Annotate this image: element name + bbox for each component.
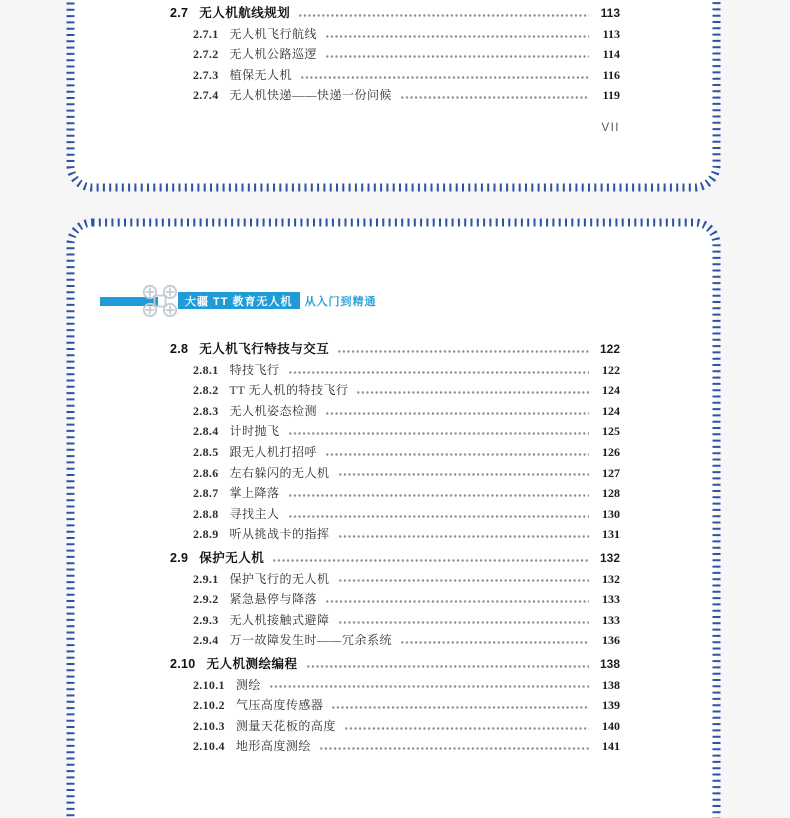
toc-entry-title: 特技飞行	[230, 360, 280, 381]
toc-entry-page: 119	[594, 85, 620, 106]
toc-entry-page: 131	[594, 524, 620, 545]
dot-leader	[288, 483, 589, 504]
toc-entry-title: 气压高度传感器	[236, 695, 324, 716]
toc-entry-number: 2.7.3	[193, 65, 219, 86]
toc-entry-number: 2.9	[170, 548, 188, 569]
toc-entry-title: 无人机航线规划	[199, 3, 290, 24]
toc-entry	[170, 339, 620, 360]
toc-entry-number: 2.8.8	[193, 504, 219, 525]
toc-entry-title: 保护飞行的无人机	[230, 569, 330, 590]
toc-entry	[170, 24, 620, 45]
toc-entry-page: 113	[594, 24, 620, 45]
toc-page-previous	[66, 0, 721, 192]
toc-entry-title: 左右躲闪的无人机	[230, 463, 330, 484]
toc-list-page2	[170, 336, 620, 757]
dot-leader	[288, 504, 589, 525]
toc-entry-page: 127	[594, 463, 620, 484]
toc-entry-page: 133	[594, 610, 620, 631]
toc-entry-page: 122	[594, 360, 620, 381]
dot-leader	[288, 360, 589, 381]
toc-entry	[170, 589, 620, 610]
toc-entry-number: 2.9.1	[193, 569, 219, 590]
toc-entry-title: 无人机公路巡逻	[230, 44, 318, 65]
toc-entry	[170, 630, 620, 651]
toc-entry	[170, 3, 620, 24]
dot-leader	[288, 421, 589, 442]
toc-entry	[170, 401, 620, 422]
toc-entry-title: 跟无人机打招呼	[230, 442, 318, 463]
dot-leader	[306, 654, 589, 675]
toc-entry-number: 2.8	[170, 339, 188, 360]
toc-entry	[170, 548, 620, 569]
toc-entry	[170, 65, 620, 86]
toc-entry-page: 128	[594, 483, 620, 504]
toc-entry	[170, 716, 620, 737]
dot-leader	[338, 524, 589, 545]
toc-entry-title: 听从挑战卡的指挥	[230, 524, 330, 545]
toc-entry	[170, 610, 620, 631]
dot-leader	[325, 24, 589, 45]
toc-entry-number: 2.8.6	[193, 463, 219, 484]
book-subtitle: 从入门到精通	[305, 293, 377, 309]
toc-list-page1	[170, 0, 620, 106]
toc-entry-number: 2.8.9	[193, 524, 219, 545]
toc-entry	[170, 442, 620, 463]
toc-entry	[170, 85, 620, 106]
toc-entry-number: 2.9.2	[193, 589, 219, 610]
toc-entry-number: 2.7.4	[193, 85, 219, 106]
toc-entry-page: 138	[594, 675, 620, 696]
toc-entry	[170, 421, 620, 442]
toc-entry-number: 2.10.4	[193, 736, 225, 757]
toc-entry-title: 测量天花板的高度	[236, 716, 336, 737]
toc-entry-title: 保护无人机	[199, 548, 264, 569]
dot-leader	[272, 548, 589, 569]
dot-leader	[325, 401, 589, 422]
dot-leader	[300, 65, 589, 86]
page-folio: VII	[601, 122, 620, 134]
toc-entry-number: 2.8.4	[193, 421, 219, 442]
toc-entry-number: 2.8.2	[193, 380, 219, 401]
dot-leader	[356, 380, 589, 401]
toc-entry-title: 测绘	[236, 675, 261, 696]
book-title-badge: 大疆 TT 教育无人机	[178, 292, 300, 309]
toc-entry-page: 140	[594, 716, 620, 737]
dot-leader	[338, 463, 589, 484]
toc-entry-page: 116	[594, 65, 620, 86]
dot-leader	[400, 630, 589, 651]
toc-entry-number: 2.7.1	[193, 24, 219, 45]
dot-leader	[400, 85, 589, 106]
toc-entry-page: 136	[594, 630, 620, 651]
toc-entry-page: 124	[594, 380, 620, 401]
toc-entry	[170, 654, 620, 675]
toc-entry	[170, 483, 620, 504]
toc-entry-page: 132	[594, 548, 620, 569]
toc-entry-title: 计时抛飞	[230, 421, 280, 442]
toc-entry-page: 138	[594, 654, 620, 675]
dot-leader	[344, 716, 589, 737]
toc-entry	[170, 44, 620, 65]
toc-entry-title: 万一故障发生时——冗余系统	[230, 630, 393, 651]
toc-entry-number: 2.10.2	[193, 695, 225, 716]
toc-entry-number: 2.10.1	[193, 675, 225, 696]
dot-leader	[337, 339, 589, 360]
toc-entry-title: 植保无人机	[230, 65, 293, 86]
toc-entry	[170, 360, 620, 381]
dot-leader	[325, 442, 589, 463]
toc-entry	[170, 695, 620, 716]
toc-entry	[170, 736, 620, 757]
toc-page-current	[66, 218, 721, 818]
toc-entry-page: 130	[594, 504, 620, 525]
dot-leader	[325, 44, 589, 65]
dot-leader	[269, 675, 589, 696]
toc-entry-number: 2.8.3	[193, 401, 219, 422]
toc-entry-page: 126	[594, 442, 620, 463]
dot-leader	[338, 610, 589, 631]
dot-leader	[331, 695, 589, 716]
toc-entry-page: 139	[594, 695, 620, 716]
toc-entry-number: 2.8.5	[193, 442, 219, 463]
toc-entry-title: 无人机测绘编程	[207, 654, 298, 675]
toc-entry-page: 113	[594, 3, 620, 24]
toc-entry-number: 2.10.3	[193, 716, 225, 737]
toc-entry-title: 地形高度测绘	[236, 736, 311, 757]
toc-entry-page: 133	[594, 589, 620, 610]
toc-entry-title: 无人机飞行航线	[230, 24, 318, 45]
toc-entry-number: 2.9.3	[193, 610, 219, 631]
toc-entry-title: 无人机快递——快递一份问候	[230, 85, 393, 106]
toc-entry-page: 125	[594, 421, 620, 442]
toc-entry-page: 124	[594, 401, 620, 422]
dot-leader	[338, 569, 589, 590]
toc-entry-number: 2.8.7	[193, 483, 219, 504]
toc-entry-title: 寻找主人	[230, 504, 280, 525]
dot-leader	[298, 3, 589, 24]
toc-entry	[170, 569, 620, 590]
toc-entry-number: 2.8.1	[193, 360, 219, 381]
toc-entry-title: 无人机姿态检测	[230, 401, 318, 422]
toc-entry-number: 2.10	[170, 654, 196, 675]
toc-entry-number: 2.7	[170, 3, 188, 24]
toc-entry	[170, 524, 620, 545]
toc-entry-title: TT 无人机的特技飞行	[230, 380, 349, 401]
toc-entry-title: 无人机接触式避障	[230, 610, 330, 631]
dot-leader	[325, 589, 589, 610]
toc-entry-title: 无人机飞行特技与交互	[199, 339, 329, 360]
toc-entry	[170, 380, 620, 401]
toc-entry-page: 114	[594, 44, 620, 65]
toc-entry-title: 掌上降落	[230, 483, 280, 504]
toc-entry-page: 122	[594, 339, 620, 360]
toc-entry-number: 2.9.4	[193, 630, 219, 651]
toc-entry-title: 紧急悬停与降落	[230, 589, 318, 610]
toc-entry	[170, 504, 620, 525]
drone-icon	[140, 282, 180, 320]
toc-entry-number: 2.7.2	[193, 44, 219, 65]
running-header	[66, 281, 721, 321]
toc-entry	[170, 463, 620, 484]
dot-leader	[319, 736, 589, 757]
toc-entry-page: 141	[594, 736, 620, 757]
toc-entry-page: 132	[594, 569, 620, 590]
toc-entry	[170, 675, 620, 696]
